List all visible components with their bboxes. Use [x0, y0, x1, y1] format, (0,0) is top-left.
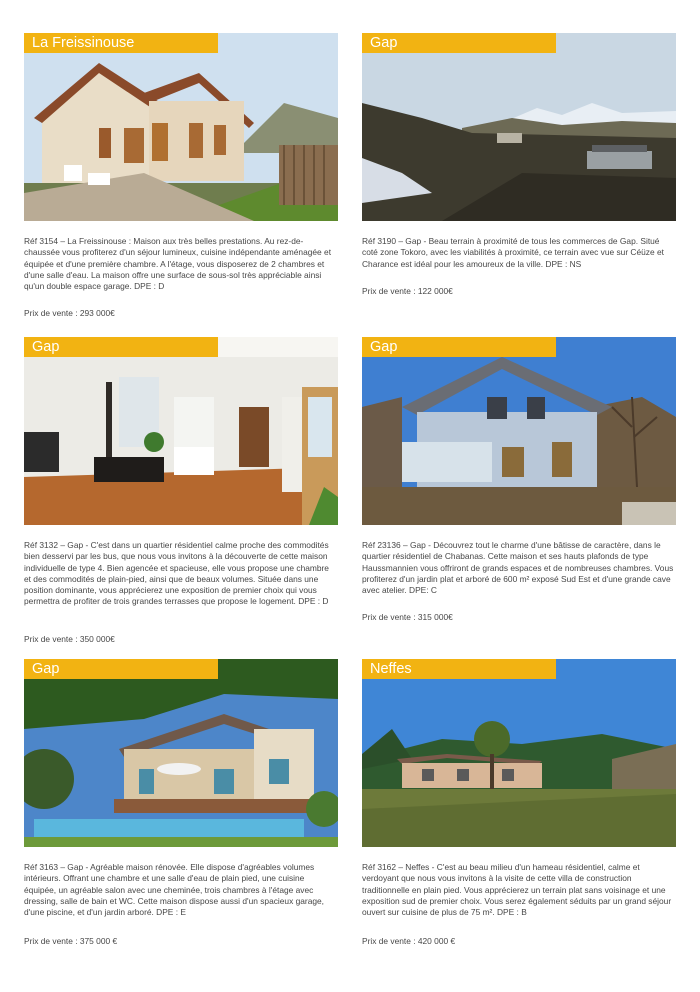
location-tag: Gap [362, 337, 556, 357]
listing-description: Réf 3154 – La Freissinouse : Maison aux très belles prestations. Au rez-de-chaussée vous profiterez d'un séjour lumineux, cuisine indépendante aménagée et équipée et d'une première chambre. A l'étage, vous disposerez de 2 chambres et d'une salle d'eau. La maison offre une surface de sous-sol très appréciable ainsi qu'un double espace garage. DPE : D [24, 236, 332, 292]
location-tag: La Freissinouse [24, 33, 218, 53]
location-tag: Gap [362, 33, 556, 53]
property-photo [362, 659, 676, 847]
location-tag: Gap [24, 659, 218, 679]
listing-price: Prix de vente : 375 000 € [24, 936, 118, 946]
listing-description: Réf 3162 – Neffes - C'est au beau milieu d'un hameau résidentiel, calme et verdoyant que nous vous invitons à la visite de cette villa de construction traditionnelle en plain pied. Vous apprécierez un terrain plat sans voisinage et une exposition sud de premier choix. Vous serez également séduits par un grand séjour ouvert sur cuisine de plus de 75 m². DPE : B [362, 862, 672, 918]
listing-description: Réf 3132 – Gap - C'est dans un quartier résidentiel calme proche des commodités bien desservi par les bus, que nous vous invitons à la découverte de cette maison individuelle de type 4. Bien agencée et spacieuse, elle vous propose une chambre et des commodités de plain-pied, ainsi que de beaux volumes. Située dans une position dominante, vous apprécierez une exposition de premier choix qui vous permettra de profiter de trois grandes terrasses que propose le logement. DPE : D [24, 540, 329, 607]
location-tag: Gap [24, 337, 218, 357]
location-tag: Neffes [362, 659, 556, 679]
listing-price: Prix de vente : 315 000€ [362, 612, 453, 622]
listing-description: Réf 3163 – Gap - Agréable maison rénovée. Elle dispose d'agréables volumes intérieurs. Offrant une chambre et une salle d'eau de plain pied, une cuisine équipée, un agréable salon avec une cheminée, trois chambres à l'étage avec dressing, salle de bain et WC. Cette maison dispose aussi d'un spacieux garage, d'une piscine, et d'un jardin arboré. DPE : E [24, 862, 325, 918]
listing-price: Prix de vente : 350 000€ [24, 634, 115, 644]
property-photo [362, 337, 676, 525]
listing-description: Réf 23136 – Gap - Découvrez tout le charme d'une bâtisse de caractère, dans le quartier résidentiel de Chabanas. Cette maison et ses hauts plafonds de type Haussmannien vous offriront de grands espaces et de nombreuses chambres. Vous profiterez d'un jardin plat et arboré de 600 m² exposé Sud Est et d'une grande cave avec atelier. DPE: C [362, 540, 674, 596]
listing-price: Prix de vente : 293 000€ [24, 308, 115, 318]
property-photo [24, 337, 338, 525]
property-photo [362, 33, 676, 221]
property-photo [24, 659, 338, 847]
property-photo [24, 33, 338, 221]
listing-price: Prix de vente : 122 000€ [362, 286, 453, 296]
listing-description: Réf 3190 – Gap - Beau terrain à proximité de tous les commerces de Gap. Situé coté zone Tokoro, avec les viabilités à proximité, ce terrain avec vue sur Céüze et Charance est idéal pour les amoureux de la ville. DPE : NS [362, 236, 664, 269]
listing-price: Prix de vente : 420 000 € [362, 936, 456, 946]
